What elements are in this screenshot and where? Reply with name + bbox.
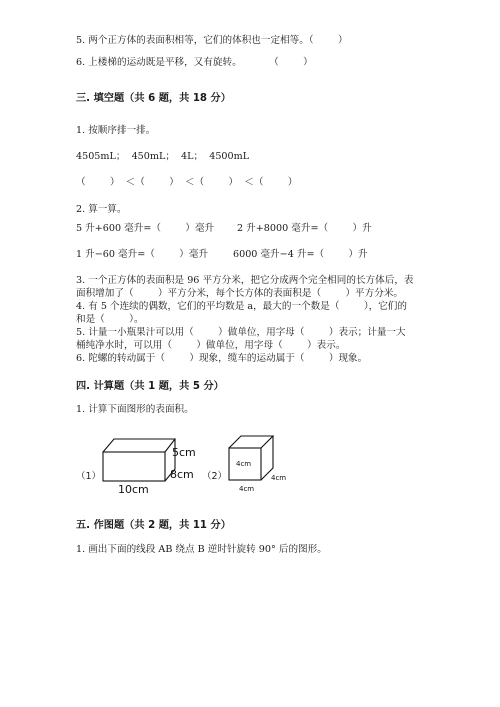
cuboid-height-label: 5cm (172, 446, 196, 459)
fill-q2-row2-right: 6000 毫升−4 升=（ ）升 (233, 249, 368, 260)
judge-item-5: 5. 两个正方体的表面积相等，它们的体积也一定相等。（ ） (76, 35, 348, 46)
fill-q4-line1: 4. 有 5 个连续的偶数，它们的平均数是 a，最大的一个数是（ ），它们的 (76, 301, 407, 312)
fill-q1-blanks: （ ） ＜（ ） ＜（ ） ＜（ ） (76, 177, 298, 188)
surface-area-figures (76, 428, 306, 496)
fill-q2-row2-left: 1 升−60 毫升=（ ）毫升 (76, 249, 209, 260)
fill-q5-line2: 桶纯净水时，可以用（ ）做单位，用字母（ ）表示。 (76, 340, 346, 351)
cuboid-width-label: 8cm (170, 468, 194, 481)
section-4-title: 四. 计算题（共 1 题，共 5 分） (76, 381, 224, 392)
fill-q2-row1-right: 2 升+8000 毫升=（ ）升 (237, 223, 372, 234)
cube-side-label: 4cm (271, 474, 287, 482)
fill-q4-line2: 和是（ ）。 (76, 314, 144, 325)
cuboid-shape (103, 439, 175, 481)
cube-front-label: 4cm (236, 460, 252, 468)
cube-shape (229, 436, 273, 480)
cuboid-length-label: 10cm (118, 483, 149, 496)
figure-label-2: （2） (202, 471, 228, 482)
fill-q2: 2. 算一算。 (76, 204, 127, 215)
cube-bottom-label: 4cm (239, 485, 255, 493)
draw-q1: 1. 画出下面的线段 AB 绕点 B 逆时针旋转 90° 后的图形。 (76, 544, 327, 555)
fill-q5-line1: 5. 计量一小瓶果汁可以用（ ）做单位，用字母（ ）表示；计量一大 (76, 327, 406, 338)
section-3-title: 三. 填空题（共 6 题，共 18 分） (76, 93, 231, 104)
figure-label-1: （1） (76, 471, 102, 482)
fill-q1-items: 4505mL； 450mL； 4L； 4500mL (76, 151, 250, 162)
calc-q1: 1. 计算下面图形的表面积。 (76, 404, 194, 415)
section-5-title: 五. 作图题（共 2 题，共 11 分） (76, 520, 231, 531)
fill-q1: 1. 按顺序排一排。 (76, 125, 156, 136)
fill-q3-line2: 面积增加了（ ）平方分米，每个长方体的表面积是（ ）平方分米。 (76, 288, 404, 299)
fill-q3-line1: 3. 一个正方体的表面积是 96 平方分米，把它分成两个完全相同的长方体后，表 (76, 275, 414, 286)
judge-item-6: 6. 上楼梯的运动既是平移，又有旋转。 （ ） (76, 57, 313, 68)
fill-q2-row1-left: 5 升+600 毫升=（ ）毫升 (76, 223, 215, 234)
fill-q6: 6. 陀螺的转动属于（ ）现象，缆车的运动属于（ ）现象。 (76, 353, 368, 364)
